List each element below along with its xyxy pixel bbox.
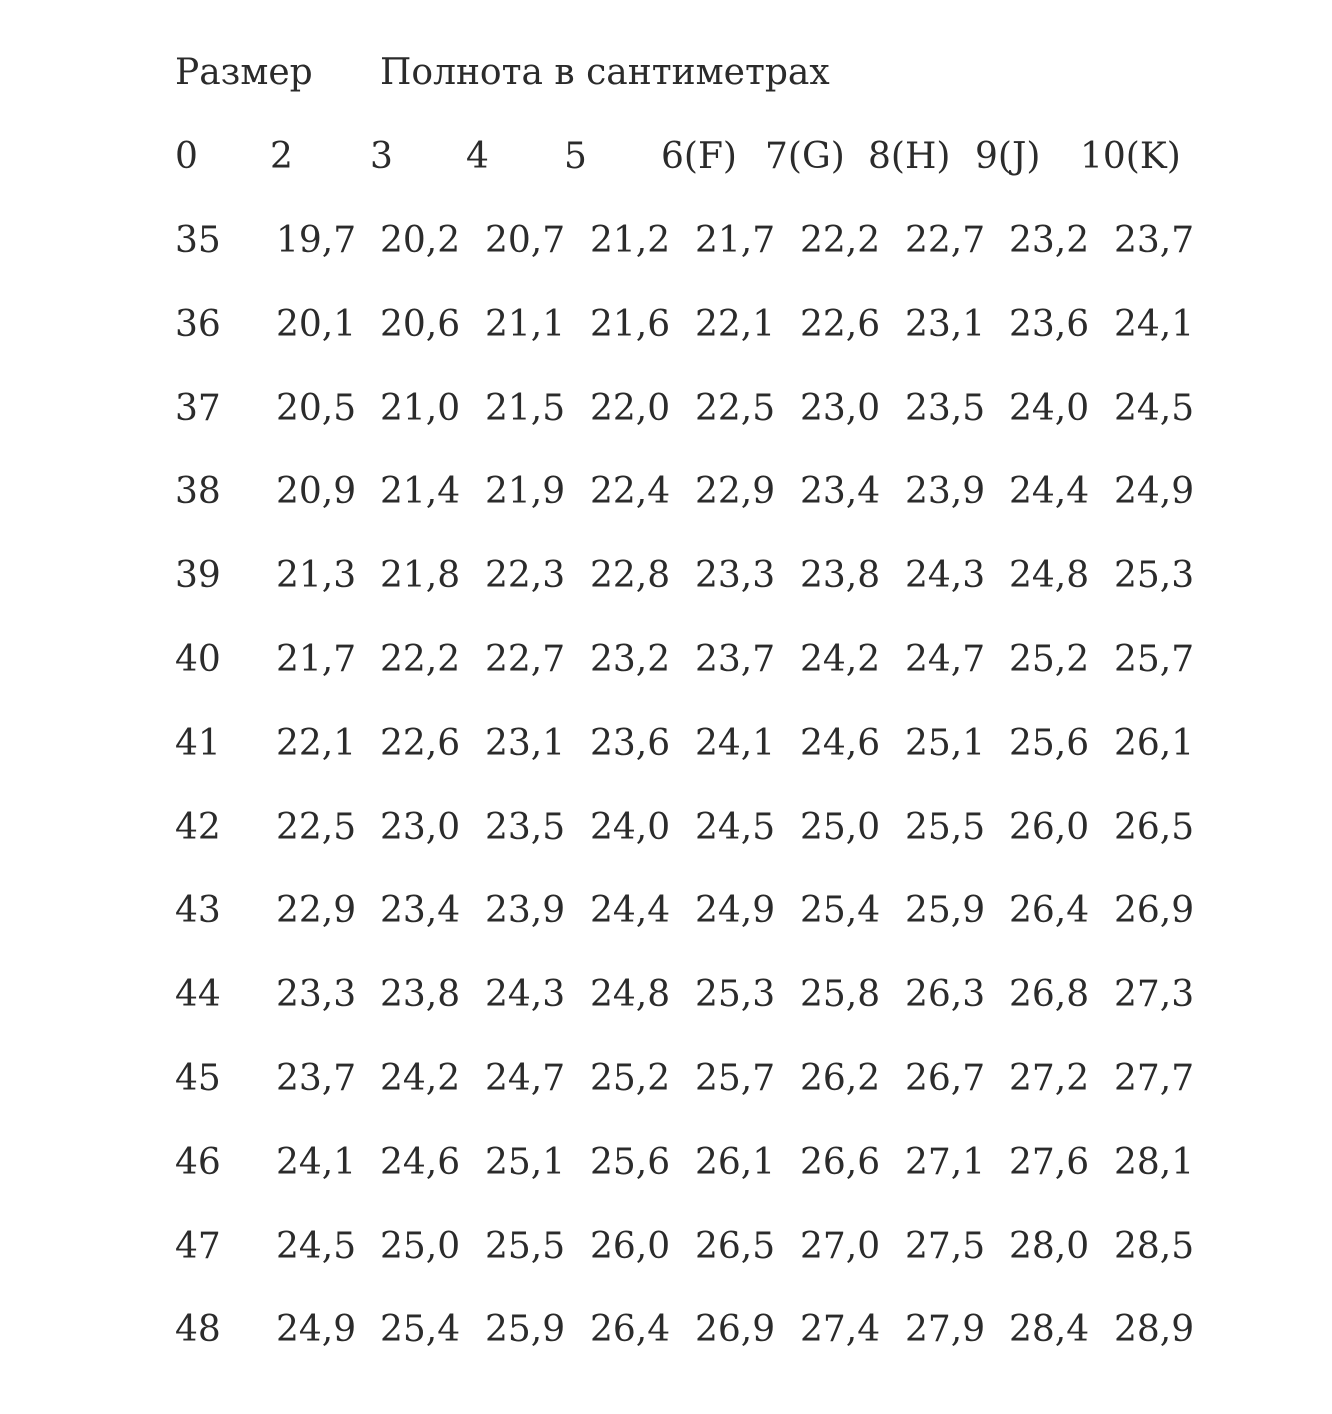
fullness-value-cell: 22,7 bbox=[905, 220, 986, 261]
fullness-value-cell: 24,8 bbox=[1009, 555, 1090, 597]
size-cell: 43 bbox=[175, 890, 221, 932]
fullness-value-cell: 27,0 bbox=[800, 1225, 881, 1267]
fullness-value-cell: 27,7 bbox=[1114, 1058, 1195, 1099]
size-cell: 42 bbox=[175, 806, 221, 848]
fullness-value-cell: 23,4 bbox=[380, 890, 461, 932]
fullness-value-cell: 21,5 bbox=[485, 387, 566, 429]
fullness-value-cell: 25,7 bbox=[1114, 639, 1195, 680]
fullness-value-cell: 24,7 bbox=[905, 639, 986, 680]
fullness-value-cell: 21,3 bbox=[276, 555, 357, 597]
fullness-header-cell: 3 bbox=[370, 136, 393, 177]
fullness-value-cell: 24,4 bbox=[590, 890, 671, 932]
fullness-header-cell: 10(K) bbox=[1080, 136, 1181, 177]
fullness-value-cell: 24,6 bbox=[800, 722, 881, 764]
fullness-value-cell: 24,8 bbox=[590, 974, 671, 1016]
fullness-value-cell: 24,9 bbox=[695, 890, 776, 932]
fullness-value-cell: 25,0 bbox=[380, 1225, 461, 1267]
fullness-value-cell: 25,2 bbox=[590, 1058, 671, 1099]
fullness-value-cell: 23,5 bbox=[905, 387, 986, 429]
size-cell: 40 bbox=[175, 639, 221, 680]
fullness-value-cell: 22,9 bbox=[695, 471, 776, 513]
fullness-value-cell: 20,6 bbox=[380, 303, 461, 345]
fullness-value-cell: 26,5 bbox=[695, 1225, 776, 1267]
fullness-value-cell: 24,9 bbox=[276, 1309, 357, 1351]
fullness-value-cell: 22,5 bbox=[276, 806, 357, 848]
fullness-value-cell: 24,4 bbox=[1009, 471, 1090, 513]
fullness-value-cell: 23,4 bbox=[800, 471, 881, 513]
size-cell: 48 bbox=[175, 1309, 221, 1351]
fullness-value-cell: 25,4 bbox=[380, 1309, 461, 1351]
fullness-value-cell: 22,2 bbox=[380, 639, 461, 680]
fullness-value-cell: 26,1 bbox=[1114, 722, 1195, 764]
fullness-header-cell: 2 bbox=[270, 136, 293, 177]
fullness-value-cell: 26,6 bbox=[800, 1141, 881, 1183]
size-cell: 39 bbox=[175, 555, 221, 597]
fullness-value-cell: 26,4 bbox=[590, 1309, 671, 1351]
fullness-value-cell: 21,7 bbox=[276, 639, 357, 680]
fullness-value-cell: 23,7 bbox=[695, 639, 776, 680]
fullness-value-cell: 22,3 bbox=[485, 555, 566, 597]
fullness-value-cell: 22,6 bbox=[380, 722, 461, 764]
fullness-value-cell: 25,6 bbox=[1009, 722, 1090, 764]
fullness-value-cell: 23,8 bbox=[800, 555, 881, 597]
fullness-value-cell: 20,9 bbox=[276, 471, 357, 513]
fullness-value-cell: 22,0 bbox=[590, 387, 671, 429]
fullness-value-cell: 27,5 bbox=[905, 1225, 986, 1267]
fullness-value-cell: 26,0 bbox=[1009, 806, 1090, 848]
fullness-value-cell: 28,0 bbox=[1009, 1225, 1090, 1267]
size-cell: 36 bbox=[175, 303, 221, 345]
fullness-value-cell: 24,0 bbox=[590, 806, 671, 848]
fullness-value-cell: 22,7 bbox=[485, 639, 566, 680]
size-cell: 41 bbox=[175, 722, 221, 764]
fullness-value-cell: 21,2 bbox=[590, 220, 671, 261]
fullness-value-cell: 25,9 bbox=[905, 890, 986, 932]
fullness-value-cell: 21,1 bbox=[485, 303, 566, 345]
fullness-title: Полнота в сантиметрах bbox=[380, 52, 830, 93]
fullness-header-cell: 9(J) bbox=[975, 136, 1041, 177]
fullness-value-cell: 24,2 bbox=[800, 639, 881, 680]
fullness-value-cell: 25,3 bbox=[1114, 555, 1195, 597]
fullness-value-cell: 23,2 bbox=[590, 639, 671, 680]
fullness-value-cell: 22,4 bbox=[590, 471, 671, 513]
fullness-header-cell: 4 bbox=[466, 136, 489, 177]
fullness-value-cell: 21,0 bbox=[380, 387, 461, 429]
fullness-value-cell: 24,3 bbox=[485, 974, 566, 1016]
size-cell: 38 bbox=[175, 471, 221, 513]
fullness-value-cell: 23,0 bbox=[380, 806, 461, 848]
fullness-value-cell: 24,2 bbox=[380, 1058, 461, 1099]
fullness-value-cell: 25,4 bbox=[800, 890, 881, 932]
fullness-value-cell: 23,5 bbox=[485, 806, 566, 848]
fullness-value-cell: 22,1 bbox=[695, 303, 776, 345]
fullness-value-cell: 28,4 bbox=[1009, 1309, 1090, 1351]
size-cell: 47 bbox=[175, 1225, 221, 1267]
size-cell: 45 bbox=[175, 1058, 221, 1099]
fullness-value-cell: 20,5 bbox=[276, 387, 357, 429]
fullness-value-cell: 23,2 bbox=[1009, 220, 1090, 261]
fullness-value-cell: 23,9 bbox=[485, 890, 566, 932]
fullness-value-cell: 21,7 bbox=[695, 220, 776, 261]
fullness-value-cell: 26,5 bbox=[1114, 806, 1195, 848]
fullness-value-cell: 23,6 bbox=[1009, 303, 1090, 345]
fullness-value-cell: 23,3 bbox=[276, 974, 357, 1016]
fullness-value-cell: 28,5 bbox=[1114, 1225, 1195, 1267]
fullness-value-cell: 24,5 bbox=[695, 806, 776, 848]
fullness-value-cell: 24,3 bbox=[905, 555, 986, 597]
fullness-value-cell: 26,1 bbox=[695, 1141, 776, 1183]
fullness-value-cell: 25,1 bbox=[905, 722, 986, 764]
fullness-value-cell: 25,7 bbox=[695, 1058, 776, 1099]
fullness-value-cell: 25,2 bbox=[1009, 639, 1090, 680]
fullness-value-cell: 24,7 bbox=[485, 1058, 566, 1099]
fullness-value-cell: 23,3 bbox=[695, 555, 776, 597]
fullness-value-cell: 20,2 bbox=[380, 220, 461, 261]
fullness-value-cell: 26,7 bbox=[905, 1058, 986, 1099]
fullness-value-cell: 26,0 bbox=[590, 1225, 671, 1267]
fullness-header-cell: 5 bbox=[564, 136, 587, 177]
fullness-value-cell: 22,8 bbox=[590, 555, 671, 597]
fullness-value-cell: 25,1 bbox=[485, 1141, 566, 1183]
fullness-value-cell: 27,9 bbox=[905, 1309, 986, 1351]
fullness-value-cell: 21,4 bbox=[380, 471, 461, 513]
fullness-value-cell: 25,3 bbox=[695, 974, 776, 1016]
fullness-value-cell: 23,8 bbox=[380, 974, 461, 1016]
fullness-value-cell: 24,1 bbox=[276, 1141, 357, 1183]
fullness-value-cell: 23,7 bbox=[276, 1058, 357, 1099]
fullness-value-cell: 23,1 bbox=[905, 303, 986, 345]
size-cell: 44 bbox=[175, 974, 221, 1016]
fullness-value-cell: 20,1 bbox=[276, 303, 357, 345]
fullness-value-cell: 28,9 bbox=[1114, 1309, 1195, 1351]
fullness-value-cell: 22,6 bbox=[800, 303, 881, 345]
fullness-header-cell: 6(F) bbox=[661, 136, 737, 177]
fullness-value-cell: 23,0 bbox=[800, 387, 881, 429]
fullness-value-cell: 20,7 bbox=[485, 220, 566, 261]
fullness-value-cell: 25,0 bbox=[800, 806, 881, 848]
fullness-header-cell: 0 bbox=[175, 136, 198, 177]
fullness-value-cell: 21,8 bbox=[380, 555, 461, 597]
fullness-value-cell: 26,9 bbox=[1114, 890, 1195, 932]
fullness-value-cell: 24,9 bbox=[1114, 471, 1195, 513]
fullness-header-cell: 7(G) bbox=[765, 136, 845, 177]
fullness-value-cell: 24,1 bbox=[1114, 303, 1195, 345]
fullness-value-cell: 27,4 bbox=[800, 1309, 881, 1351]
fullness-value-cell: 24,0 bbox=[1009, 387, 1090, 429]
fullness-value-cell: 25,6 bbox=[590, 1141, 671, 1183]
fullness-value-cell: 24,6 bbox=[380, 1141, 461, 1183]
size-cell: 46 bbox=[175, 1141, 221, 1183]
size-cell: 37 bbox=[175, 387, 221, 429]
fullness-value-cell: 27,3 bbox=[1114, 974, 1195, 1016]
fullness-value-cell: 23,6 bbox=[590, 722, 671, 764]
fullness-value-cell: 24,5 bbox=[276, 1225, 357, 1267]
fullness-value-cell: 23,1 bbox=[485, 722, 566, 764]
fullness-value-cell: 22,2 bbox=[800, 220, 881, 261]
fullness-value-cell: 27,6 bbox=[1009, 1141, 1090, 1183]
fullness-value-cell: 25,8 bbox=[800, 974, 881, 1016]
fullness-value-cell: 23,9 bbox=[905, 471, 986, 513]
fullness-value-cell: 24,1 bbox=[695, 722, 776, 764]
fullness-value-cell: 28,1 bbox=[1114, 1141, 1195, 1183]
fullness-value-cell: 22,9 bbox=[276, 890, 357, 932]
fullness-value-cell: 26,4 bbox=[1009, 890, 1090, 932]
fullness-value-cell: 25,5 bbox=[905, 806, 986, 848]
fullness-value-cell: 22,1 bbox=[276, 722, 357, 764]
fullness-value-cell: 24,5 bbox=[1114, 387, 1195, 429]
fullness-value-cell: 26,3 bbox=[905, 974, 986, 1016]
fullness-value-cell: 26,8 bbox=[1009, 974, 1090, 1016]
size-cell: 35 bbox=[175, 220, 221, 261]
fullness-value-cell: 26,9 bbox=[695, 1309, 776, 1351]
fullness-value-cell: 23,7 bbox=[1114, 220, 1195, 261]
size-column-title: Размер bbox=[175, 52, 313, 93]
fullness-value-cell: 27,1 bbox=[905, 1141, 986, 1183]
fullness-value-cell: 21,9 bbox=[485, 471, 566, 513]
fullness-value-cell: 21,6 bbox=[590, 303, 671, 345]
fullness-value-cell: 25,5 bbox=[485, 1225, 566, 1267]
fullness-value-cell: 27,2 bbox=[1009, 1058, 1090, 1099]
fullness-value-cell: 25,9 bbox=[485, 1309, 566, 1351]
fullness-header-cell: 8(H) bbox=[868, 136, 951, 177]
fullness-value-cell: 19,7 bbox=[276, 220, 357, 261]
fullness-value-cell: 22,5 bbox=[695, 387, 776, 429]
fullness-value-cell: 26,2 bbox=[800, 1058, 881, 1099]
